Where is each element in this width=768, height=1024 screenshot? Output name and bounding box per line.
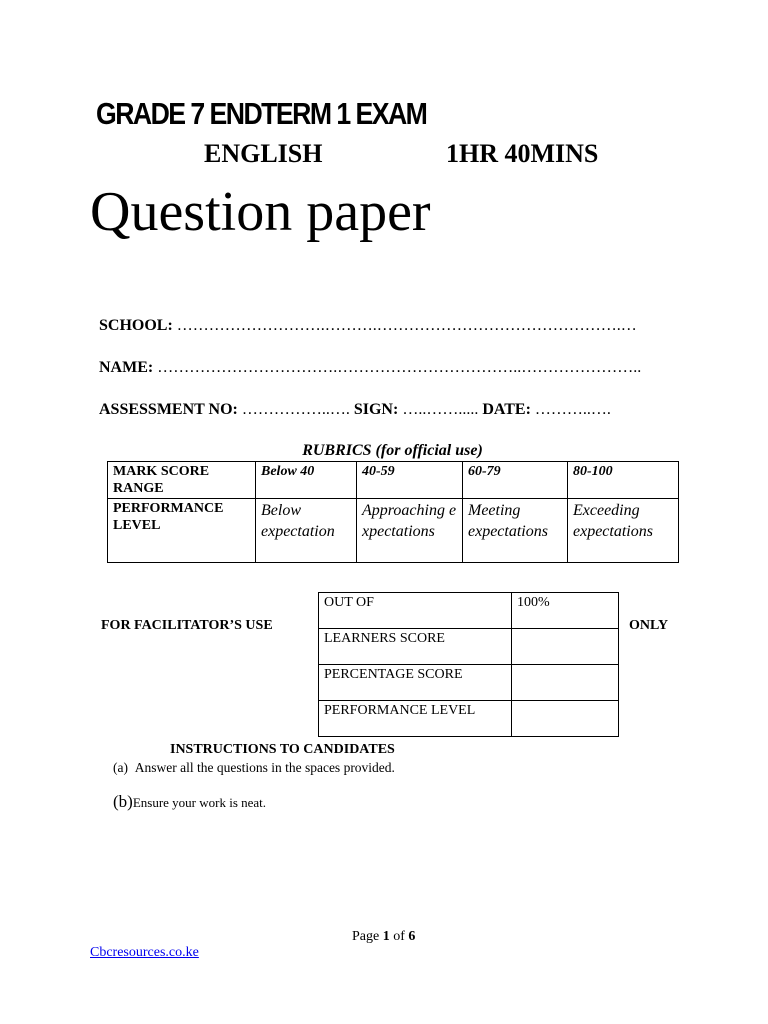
level-cell: Below expectation xyxy=(256,499,357,563)
facilitator-use-label: FOR FACILITATOR’S USE xyxy=(101,618,273,633)
total-pages: 6 xyxy=(408,929,416,944)
score-row-value xyxy=(512,629,619,665)
name-label: NAME: xyxy=(99,359,154,376)
score-row-value xyxy=(512,701,619,737)
exam-duration: 1HR 40MINS xyxy=(446,139,599,168)
facilitator-score-table xyxy=(318,592,619,737)
sign-label: SIGN: xyxy=(353,401,399,418)
score-row-label: PERFORMANCE LEVEL xyxy=(319,701,512,737)
exam-title: GRADE 7 ENDTERM 1 EXAM xyxy=(96,96,427,131)
assessment-fill-line: ……………..…. xyxy=(237,401,354,418)
instruction-marker: (b) xyxy=(113,792,133,811)
rubrics-caption: RUBRICS (for official use) xyxy=(302,442,483,459)
range-cell: Below 40 xyxy=(256,462,357,499)
score-row-value: 100% xyxy=(512,593,619,629)
score-row-value xyxy=(512,665,619,701)
sign-fill-line: …..……..... xyxy=(398,401,483,418)
table-row xyxy=(319,593,619,629)
page-number xyxy=(352,929,415,945)
table-row xyxy=(108,499,679,563)
school-field xyxy=(99,317,637,335)
score-row-label: OUT OF xyxy=(319,593,512,629)
subject: ENGLISH xyxy=(204,139,323,168)
page-of-word: of xyxy=(393,929,405,944)
name-field xyxy=(99,359,641,377)
name-fill-line: …………………………….……………………………..………………….. xyxy=(153,359,642,376)
range-cell: 40-59 xyxy=(357,462,463,499)
instruction-text: Answer all the questions in the spaces provided. xyxy=(134,760,395,775)
current-page: 1 xyxy=(382,929,390,944)
assessment-field-row xyxy=(99,401,611,419)
page-word: Page xyxy=(352,929,380,944)
table-row xyxy=(108,462,679,499)
date-label: DATE: xyxy=(482,401,531,418)
score-row-label: PERCENTAGE SCORE xyxy=(319,665,512,701)
level-cell: Exceeding expectations xyxy=(568,499,679,563)
level-cell: Approaching expectations xyxy=(357,499,463,563)
instruction-item xyxy=(113,792,266,812)
only-label: ONLY xyxy=(629,618,669,633)
school-label: SCHOOL: xyxy=(99,317,173,334)
instruction-text: Ensure your work is neat. xyxy=(132,795,267,810)
table-row xyxy=(319,629,619,665)
date-fill-line: ………..…. xyxy=(530,401,611,418)
performance-level-label: PERFORMANCE LEVEL xyxy=(108,499,256,563)
instruction-item xyxy=(113,760,395,776)
website-link[interactable]: Cbcresources.co.ke xyxy=(90,945,199,960)
assessment-label: ASSESSMENT NO: xyxy=(99,401,238,418)
school-fill-line: ……………………….……….……………………………………….… xyxy=(172,317,637,334)
mark-score-range-label: MARK SCORE RANGE xyxy=(108,462,256,499)
document-type-heading: Question paper xyxy=(90,181,431,243)
rubrics-table xyxy=(107,461,679,563)
instructions-heading: INSTRUCTIONS TO CANDIDATES xyxy=(170,742,395,757)
table-row xyxy=(319,701,619,737)
table-row xyxy=(319,665,619,701)
range-cell: 80-100 xyxy=(568,462,679,499)
level-cell: Meeting expectations xyxy=(463,499,568,563)
range-cell: 60-79 xyxy=(463,462,568,499)
score-row-label: LEARNERS SCORE xyxy=(319,629,512,665)
instruction-marker: (a) xyxy=(113,760,128,775)
